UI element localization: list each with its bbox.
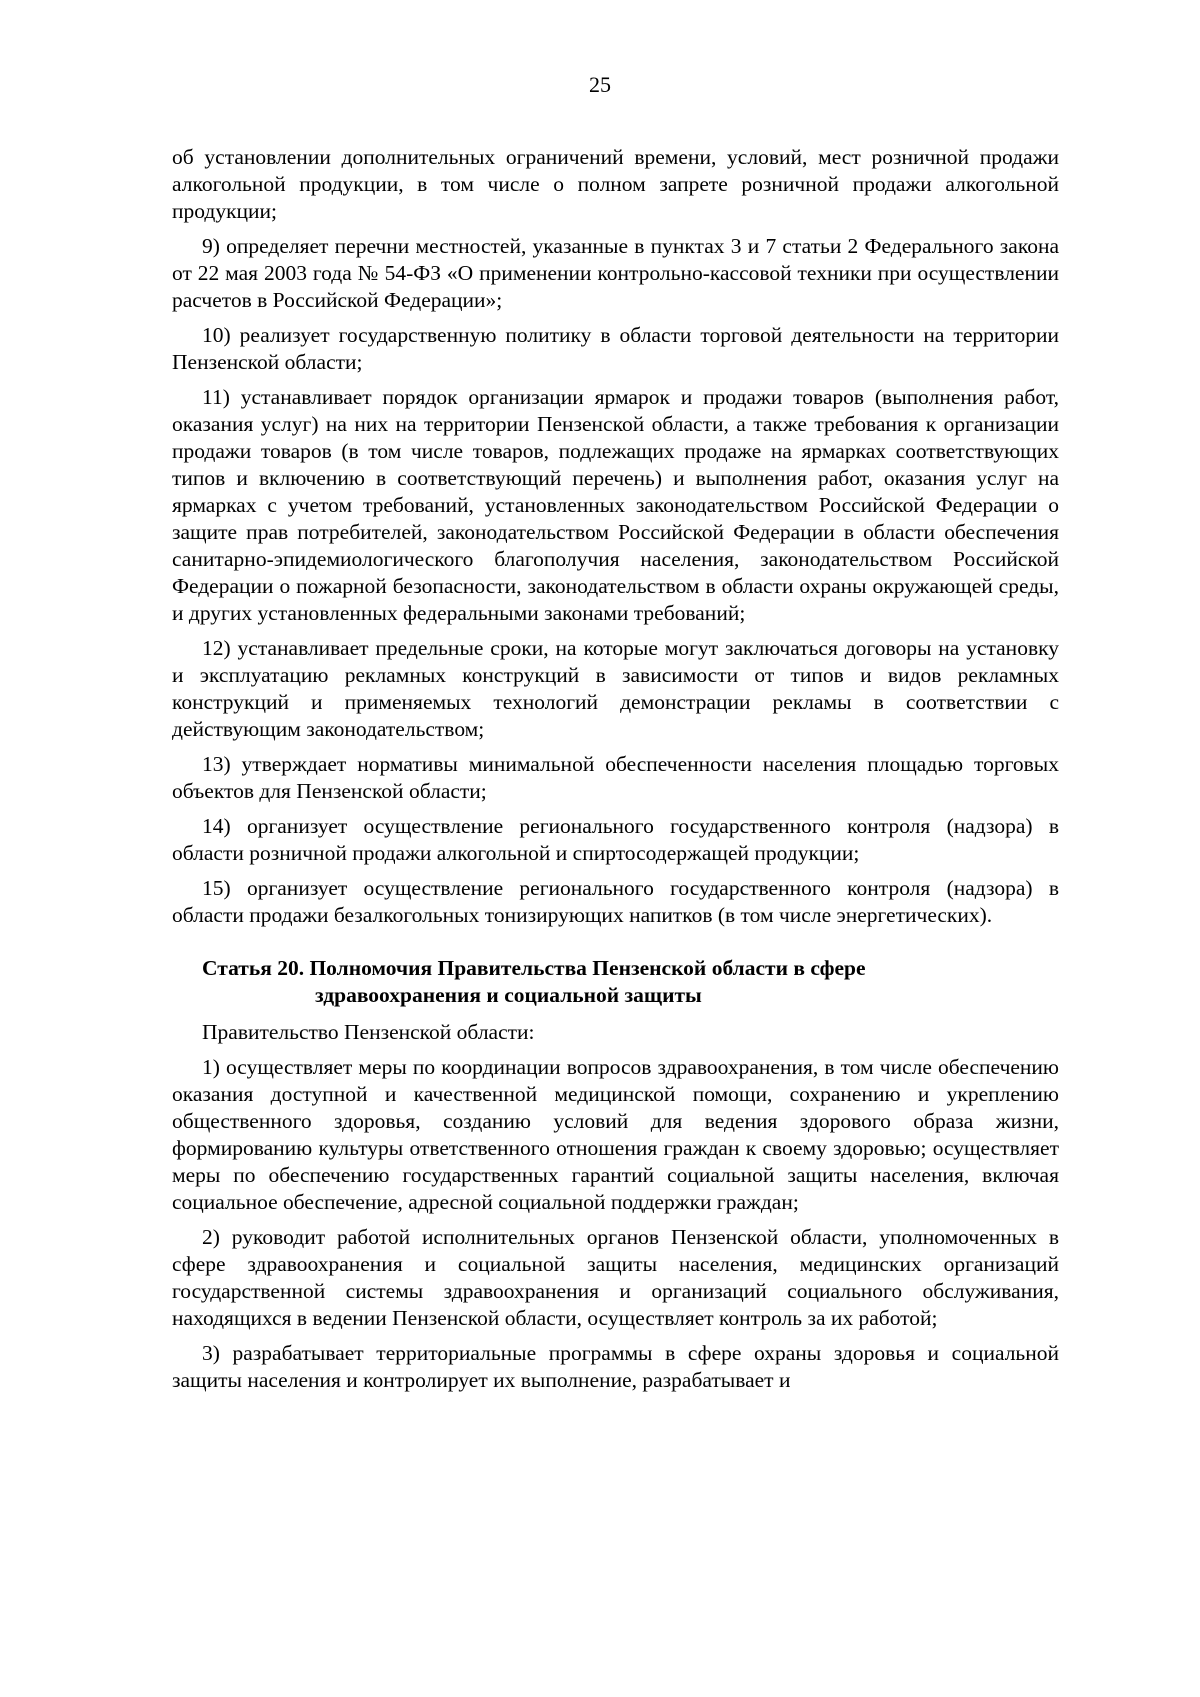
page-number: 25 bbox=[589, 72, 611, 97]
article-heading bbox=[172, 955, 1059, 1009]
paragraph-item-12: 12) устанавливает предельные сроки, на которые могут заключаться договоры на установку и эксплуатацию рекламных конструкций в зависимости от типов и видов рекламных конструкций и применяемых технологий демонстрации рекламы в соответствии с действующим законодательством; bbox=[172, 636, 1059, 741]
paragraph-item-3: 3) разрабатывает территориальные программы в сфере охраны здоровья и социальной защиты населения и контролирует их выполнение, разрабатывает и bbox=[172, 1341, 1059, 1392]
paragraph-item-1: 1) осуществляет меры по координации вопросов здравоохранения, в том числе обеспечению оказания доступной и качественной медицинской помощи, сохранению и укреплению общественного здоровья, созданию условий для ведения здорового образа жизни, формированию культуры ответственного отношения граждан к своему здоровью; осуществляет меры по обеспечению государственных гарантий социальной защиты населения, включая социальное обеспечение, адресной социальной поддержки граждан; bbox=[172, 1055, 1059, 1214]
paragraph-item-2: 2) руководит работой исполнительных органов Пензенской области, уполномоченных в сфере здравоохранения и социальной защиты населения, медицинских организаций государственной системы здравоохранения и организаций социального обслуживания, находящихся в ведении Пензенской области, осуществляет контроль за их работой; bbox=[172, 1225, 1059, 1330]
paragraph-item-11: 11) устанавливает порядок организации ярмарок и продажи товаров (выполнения работ, оказания услуг) на них на территории Пензенской области, а также требования к организации продажи товаров (в том числе товаров, подлежащих продаже на ярмарках соответствующих типов и включению в соответствующий перечень) и выполнения работ, оказания услуг на ярмарках с учетом требований, установленных законодательством Российской Федерации о защите прав потребителей, законодательством Российской Федерации в области обеспечения санитарно-эпидемиологического благополучия населения, законодательством Российской Федерации о пожарной безопасности, законодательством в области охраны окружающей среды, и других установленных федеральными законами требований; bbox=[172, 385, 1059, 625]
paragraph-item-14: 14) организует осуществление регионального государственного контроля (надзора) в области розничной продажи алкогольной и спиртосодержащей продукции; bbox=[172, 814, 1059, 865]
paragraph-intro: Правительство Пензенской области: bbox=[202, 1020, 535, 1044]
paragraph-item-9: 9) определяет перечни местностей, указанные в пунктах 3 и 7 статьи 2 Федерального закона от 22 мая 2003 года № 54-ФЗ «О применении контрольно-кассовой техники при осуществлении расчетов в Российской Федерации»; bbox=[172, 234, 1059, 312]
document-body bbox=[172, 144, 1059, 1402]
paragraph-item-15: 15) организует осуществление регионального государственного контроля (надзора) в области продажи безалкогольных тонизирующих напитков (в том числе энергетических). bbox=[172, 876, 1059, 927]
paragraph-item-10: 10) реализует государственную политику в области торговой деятельности на территории Пензенской области; bbox=[172, 323, 1059, 374]
paragraph-item-13: 13) утверждает нормативы минимальной обеспеченности населения площадью торговых объектов для Пензенской области; bbox=[172, 752, 1059, 803]
article-heading-line1: Статья 20. Полномочия Правительства Пензенской области в сфере bbox=[202, 956, 866, 980]
paragraph-continuation: об установлении дополнительных ограничений времени, условий, мест розничной продажи алкогольной продукции, в том числе о полном запрете розничной продажи алкогольной продукции; bbox=[172, 145, 1059, 223]
article-heading-line2: здравоохранения и социальной защиты bbox=[315, 983, 702, 1007]
